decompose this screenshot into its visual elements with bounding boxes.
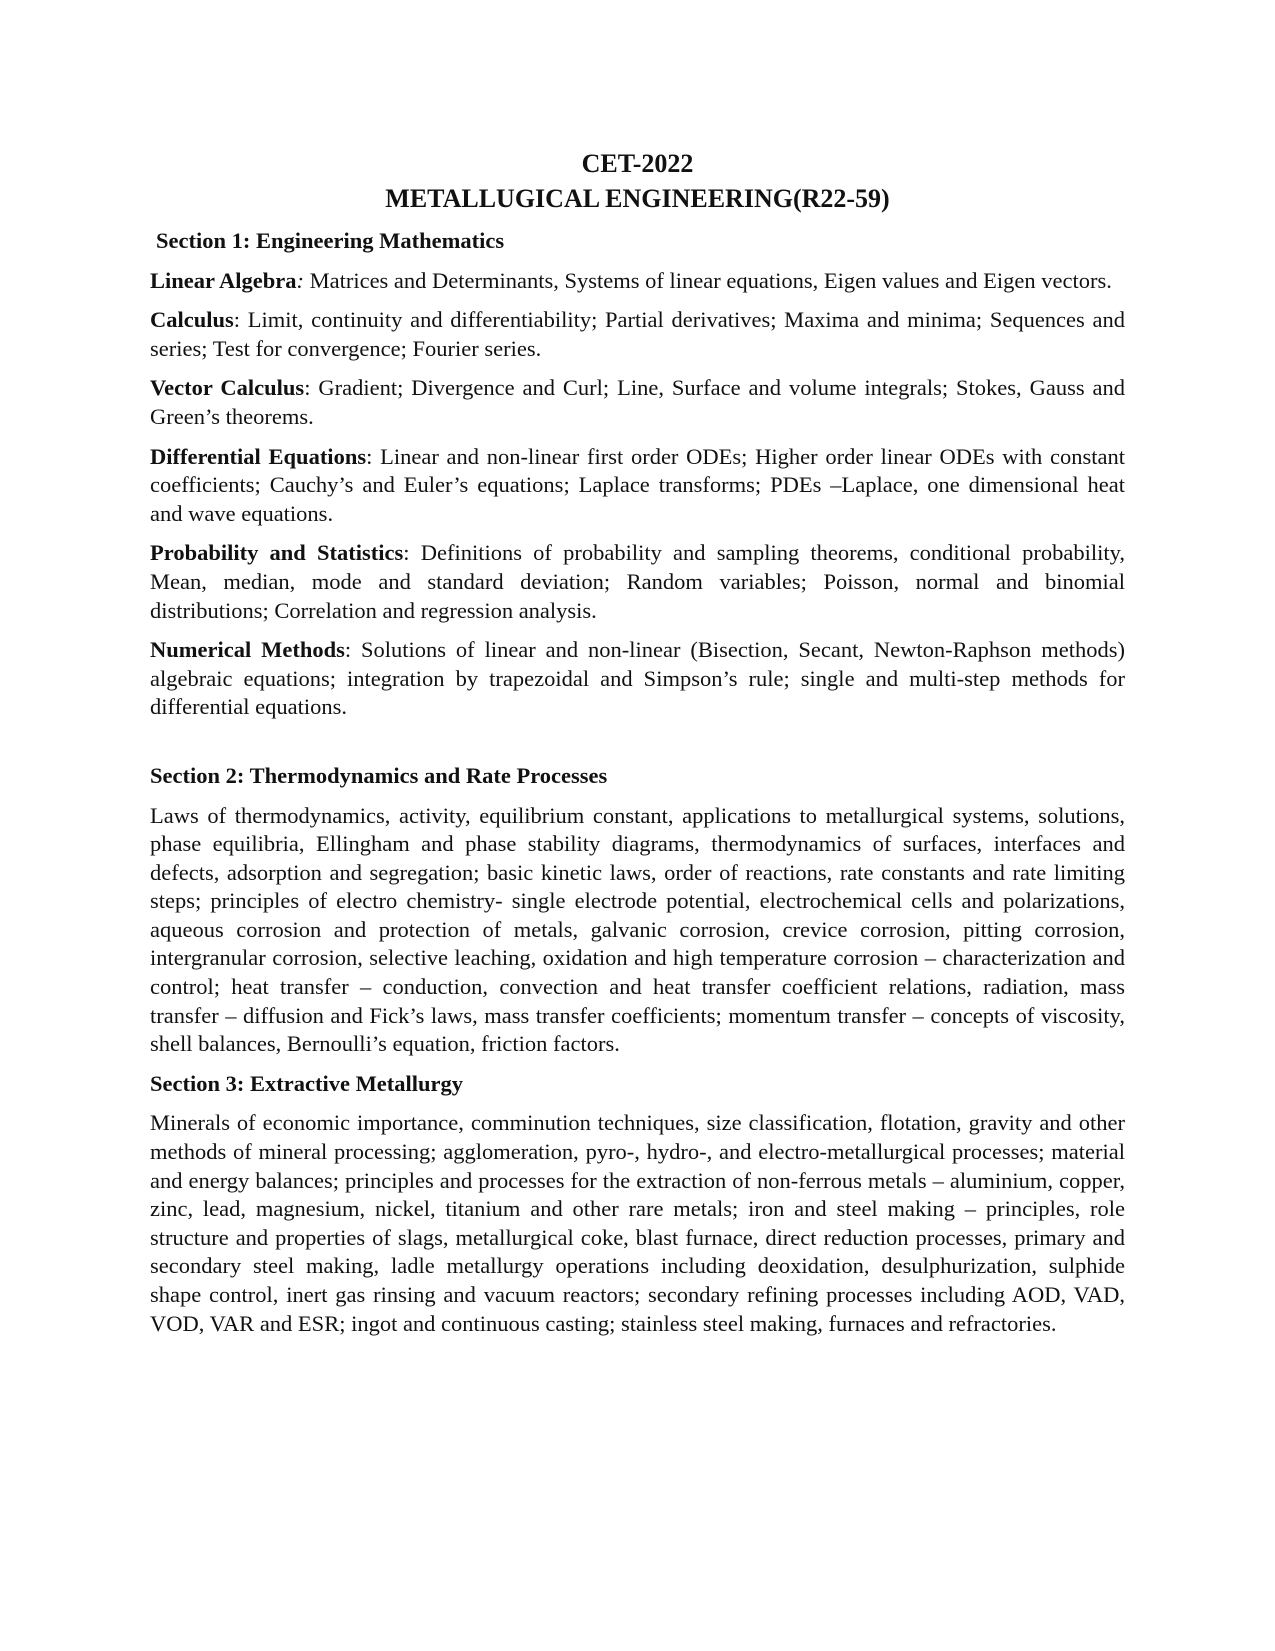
topic-differential-equations xyxy=(150,443,1125,529)
topic-separator: : xyxy=(296,267,304,293)
document-title-exam: CET-2022 xyxy=(581,149,694,178)
topic-text: Linear and non-linear first order ODEs; Higher order linear ODEs with constant coefficients; Cauchy’s and Euler’s equations; Laplace transforms; PDEs –Laplace, one dimensional heat and wave equations. xyxy=(150,443,1125,526)
document-page xyxy=(150,146,1125,1338)
section2-body: Laws of thermodynamics, activity, equilibrium constant, applications to metallurgical systems, solutions, phase equilibria, Ellingham and phase stability diagrams, thermodynamics of surfaces, interfaces and defects, adsorption and segregation; basic kinetic laws, order of reactions, rate constants and rate limiting steps; principles of electro chemistry- single electrode potential, electrochemical cells and polarizations, aqueous corrosion and protection of metals, galvanic corrosion, crevice corrosion, pitting corrosion, intergranular corrosion, selective leaching, oxidation and high temperature corrosion – characterization and control; heat transfer – conduction, convection and heat transfer coefficient relations, radiation, mass transfer – diffusion and Fick’s laws, mass transfer coefficients; momentum transfer – concepts of viscosity, shell balances, Bernoulli’s equation, friction factors. xyxy=(150,802,1125,1057)
section1-heading: Section 1: Engineering Mathematics xyxy=(156,228,505,253)
topic-separator: : xyxy=(304,375,311,401)
topic-separator: : xyxy=(233,307,241,333)
topic-term: Vector Calculus xyxy=(150,375,305,401)
topic-term: Linear Algebra xyxy=(150,267,297,293)
topic-term: Calculus xyxy=(150,307,234,333)
topic-vector-calculus xyxy=(150,374,1125,431)
topic-text: Solutions of linear and non-linear (Bisection, Secant, Newton-Raphson methods) algebraic equations; integration by trapezoidal and Simpson’s rule; single and multi-step methods for differential equations. xyxy=(150,637,1125,720)
topic-calculus xyxy=(150,306,1125,363)
section2-heading: Section 2: Thermodynamics and Rate Processes xyxy=(150,762,608,788)
topic-term: Differential Equations xyxy=(150,443,367,469)
topic-text: Definitions of probability and sampling theorems, conditional probability, Mean, median, mode and standard deviation; Random variables; Poisson, normal and binomial distributions; Correlation and regression analysis. xyxy=(150,540,1125,623)
topic-text: Matrices and Determinants, Systems of linear equations, Eigen values and Eigen vectors. xyxy=(303,267,1112,293)
topic-term: Probability and Statistics xyxy=(150,540,404,566)
topic-numerical-methods xyxy=(150,636,1125,722)
topic-probability-statistics xyxy=(150,539,1125,625)
topic-linear-algebra xyxy=(150,267,1125,296)
topic-separator: : xyxy=(344,637,352,663)
section3-heading: Section 3: Extractive Metallurgy xyxy=(150,1070,464,1096)
topic-text: Gradient; Divergence and Curl; Line, Surface and volume integrals; Stokes, Gauss and Green’s theorems. xyxy=(150,375,1126,429)
document-title-subject: METALLUGICAL ENGINEERING(R22-59) xyxy=(385,184,890,213)
topic-text: Limit, continuity and differentiability; Partial derivatives; Maxima and minima; Sequences and series; Test for convergence; Fourier series. xyxy=(150,307,1125,361)
section3-body: Minerals of economic importance, comminution techniques, size classification, flotation, gravity and other methods of mineral processing; agglomeration, pyro-, hydro-, and electro-metallurgical processes; material and energy balances; principles and processes for the extraction of non-ferrous metals – aluminium, copper, zinc, lead, magnesium, nickel, titanium and other rare metals; iron and steel making – principles, role structure and properties of slags, metallurgical coke, blast furnace, direct reduction processes, primary and secondary steel making, ladle metallurgy operations including deoxidation, desulphurization, sulphide shape control, inert gas rinsing and vacuum reactors; secondary refining processes including AOD, VAD, VOD, VAR and ESR; ingot and continuous casting; stainless steel making, furnaces and refractories. xyxy=(150,1110,1125,1336)
topic-term: Numerical Methods xyxy=(150,637,345,663)
topic-separator: : xyxy=(403,540,410,566)
topic-separator: : xyxy=(366,443,373,469)
